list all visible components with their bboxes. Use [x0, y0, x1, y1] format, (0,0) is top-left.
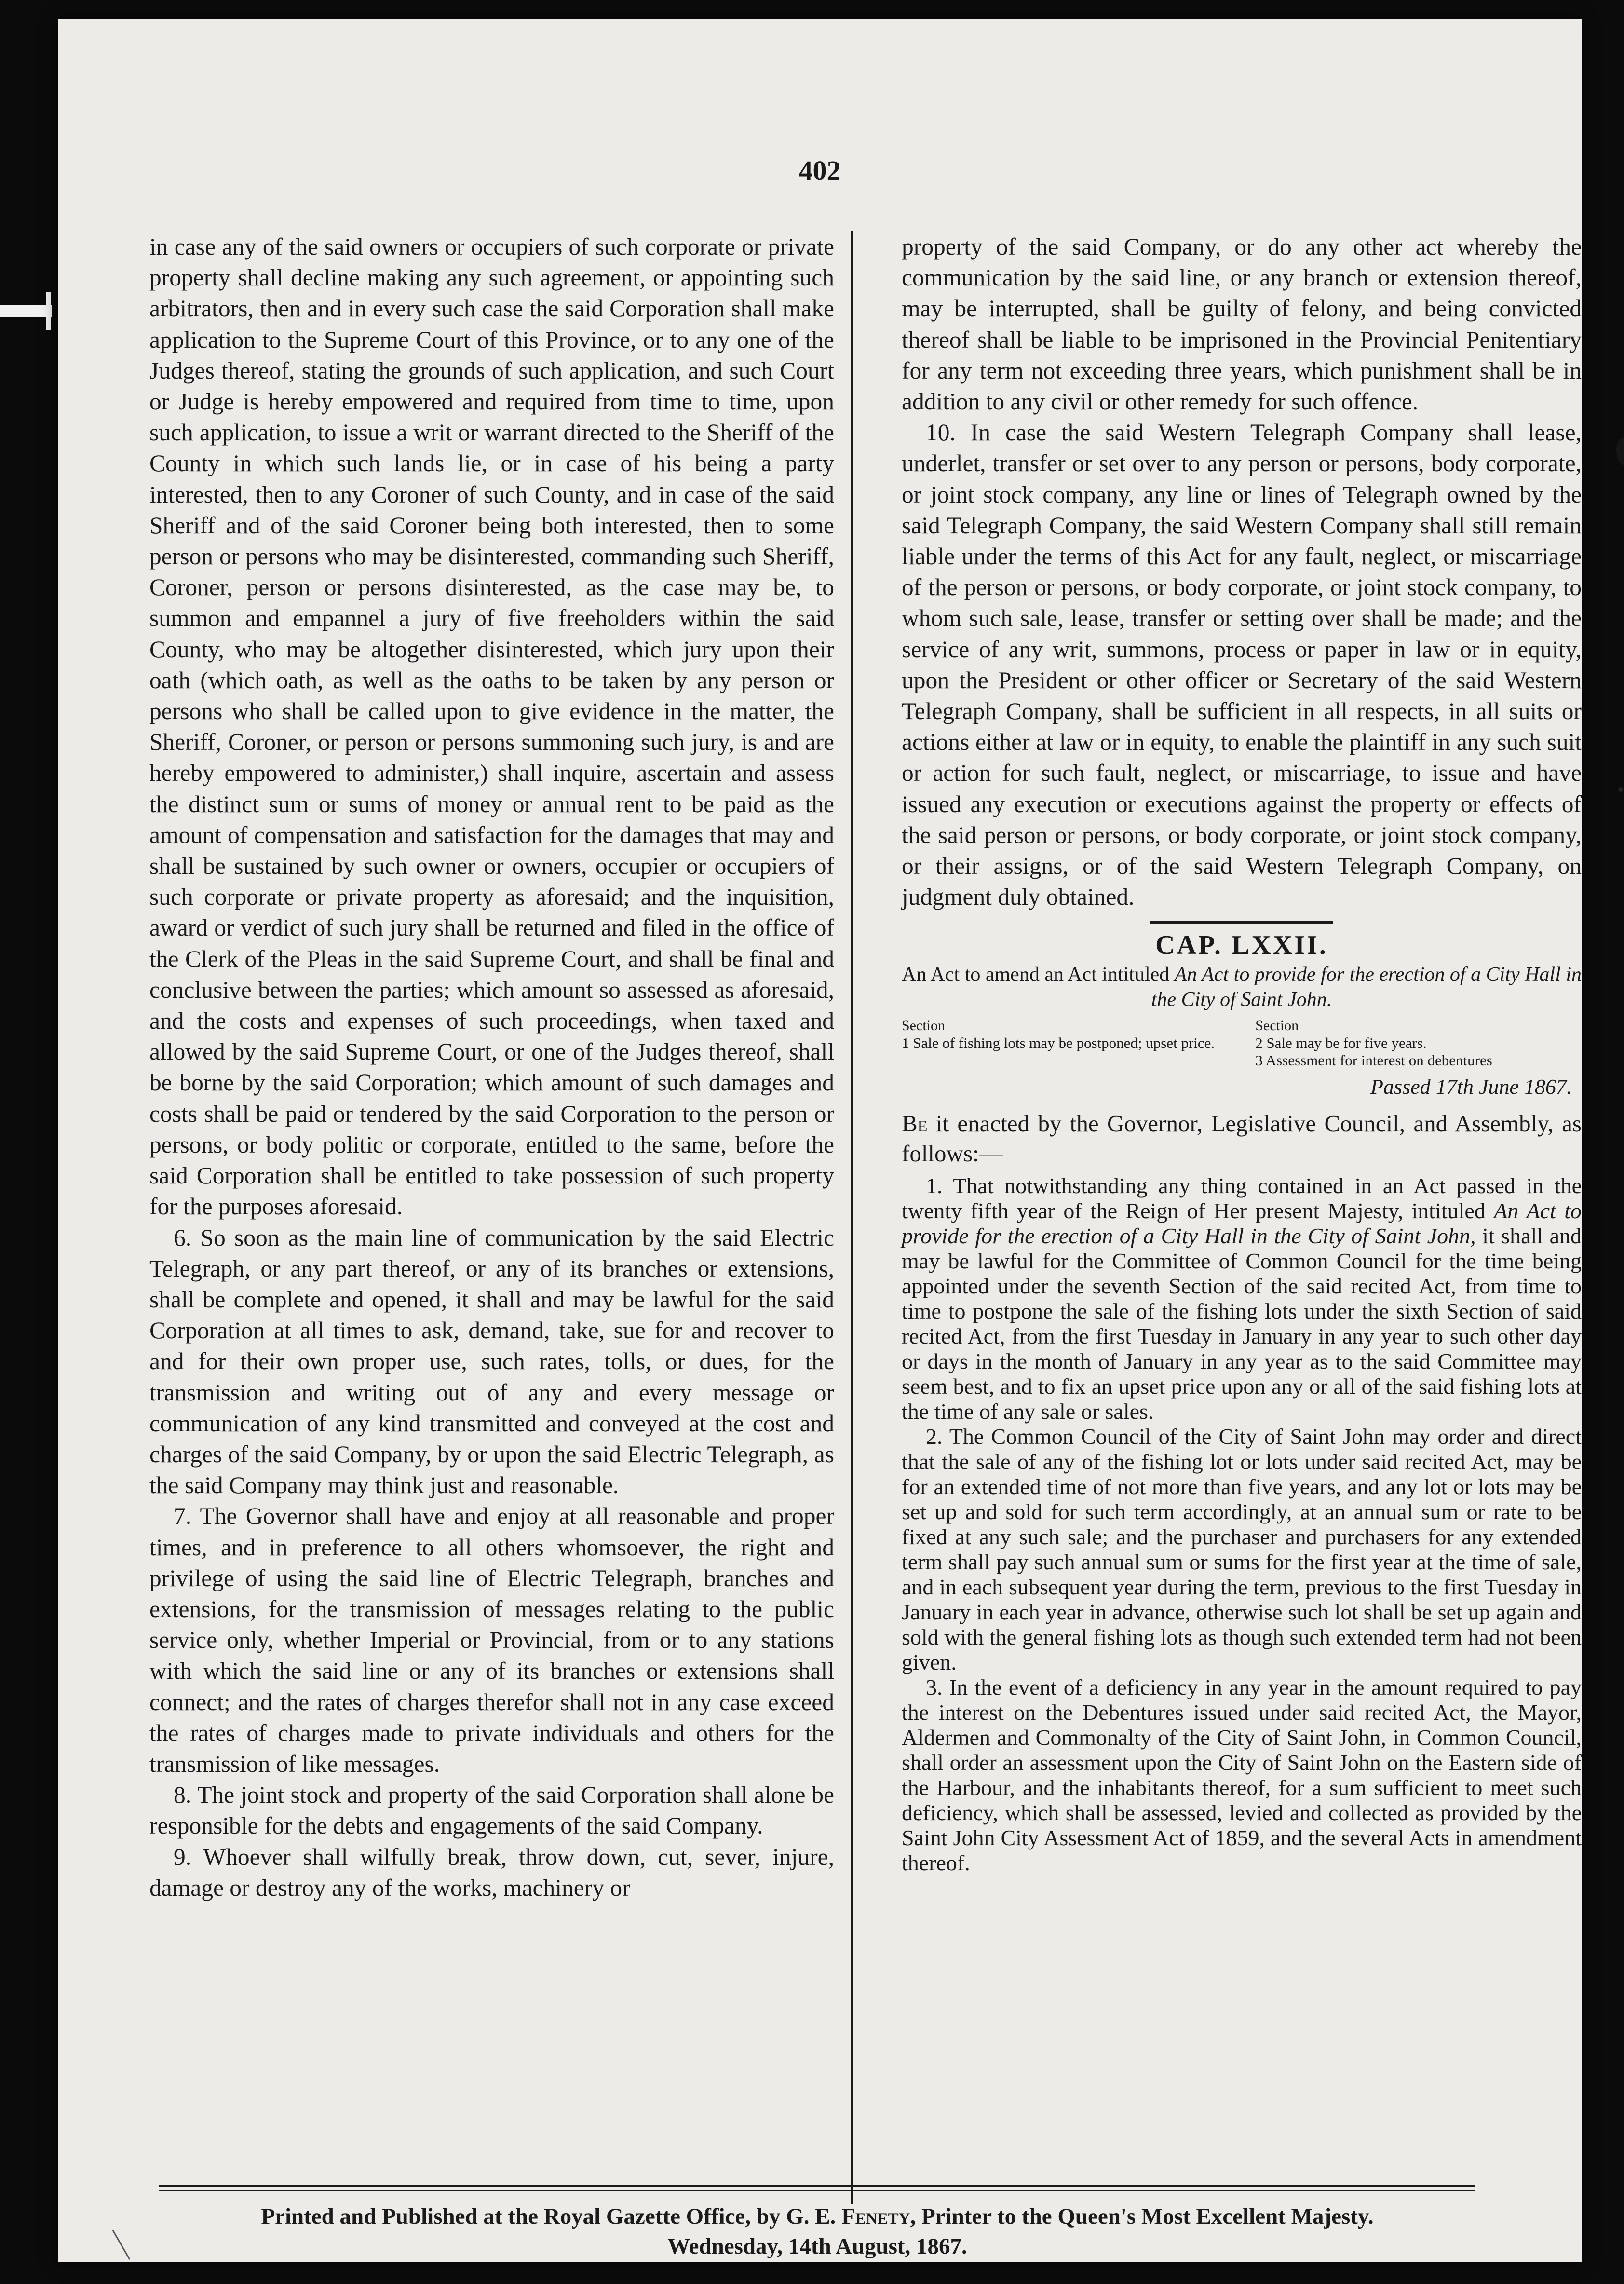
paragraph: in case any of the said owners or occupiers of such corporate or private property shall decline making any such agreement, or appointing such arbitrators, then and in every such case the said Corporation shall make application to the Supreme Court of this Province, or to any one of the Judges thereof, stating the grounds of such application, and such Court or Judge is hereby empowered and required from time to time, upon such application, to issue a writ or warrant directed to the Sheriff of the County in which such lands lie, or in case of his being a party interested, then to any Coroner of such County, and in case of the said Sheriff and of the said Coroner being both interested, then to some person or persons who may be disinterested, commanding such Sheriff, Coroner, person or persons disinterested, as the case may be, to summon and empannel a jury of five freeholders within the said County, who may be altogether disinterested, which jury upon their oath (which oath, as well as the oaths to be taken by any person or persons who shall be called upon to give evidence in the matter, the Sheriff, Coroner, or person or persons summoning such jury, is and are hereby empowered to administer,) shall inquire, ascertain and assess the distinct sum or sums of money or annual rent to be paid as the amount of compensation and satisfaction for the damages that may and shall be sustained by such owner or owners, occupier or occupiers of such corporate or private property as aforesaid; and the inquisition, award or verdict of such jury shall be returned and filed in the office of the Clerk of the Pleas in the said Supreme Court, and shall be final and conclusive between the parties; which amount so assessed as aforesaid, and the costs and expenses of such proceedings, when taxed and allowed by the said Supreme Court, or one of the Judges thereof, shall be borne by the said Corporation; which amount of such damages and costs shall be paid or tendered by the said Corporation to the person or persons, or body politic or corporate, entitled to the same, before the said Corporation shall be entitled to take possession of such property for the purposes aforesaid. — [149, 233, 834, 1220]
scan-edge-mark — [0, 305, 52, 317]
paragraph: 10. In case the said Western Telegraph Company shall lease, underlet, transfer or set over to any person or persons, body corporate, or joint stock company, any line or lines of Telegraph owned by the said Telegraph Company, the said Western Company shall still remain liable under the terms of this Act for any fault, neglect, or miscarriage of the person or persons, or body corporate, or joint stock company, to whom such sale, lease, transfer or setting over shall be made; and the service of any writ, summons, process or paper in law or in equity, upon the President or other officer or Secretary of the said Western Telegraph Company, shall be sufficient in all respects, in all suits or actions either at law or in equity, to enable the plaintiff in any such suit or action for such fault, neglect, or miscarriage, to issue and have issued any execution or executions against the property or effects of the said person or persons, or body corporate, or joint stock company, or their assigns, or of the said Western Telegraph Company, on judgment duly obtained. — [902, 419, 1582, 911]
passed-date-text: Passed 17th June 1867. — [1370, 1075, 1572, 1099]
document-page — [58, 19, 1582, 2262]
right-column — [902, 231, 1582, 1876]
paragraph: 8. The joint stock and property of the said Corporation shall alone be responsible for the debts and engagements of the said Company. — [149, 1781, 834, 1839]
imprint-date: Wednesday, 14th August, 1867. — [667, 2234, 967, 2259]
paragraph: property of the said Company, or do any other act whereby the communication by the said line, or any branch or extension thereof, may be interrupted, shall be guilty of felony, and being convicted thereof shall be liable to be imprisoned in the Provincial Penitentiary for any term not exceeding three years, which punishment shall be in addition to any civil or other remedy for such offence. — [902, 233, 1582, 415]
contents-header: Section — [902, 1018, 945, 1034]
column-divider — [851, 231, 853, 2204]
enacting-text: it enacted by the Governor, Legislative Council, and Assembly, as follows:— — [902, 1110, 1582, 1167]
chapter-heading: CAP. LXXII. — [1155, 930, 1328, 961]
paragraph: 9. Whoever shall wilfully break, throw down, cut, sever, injure, damage or destroy any of the works, machinery or — [149, 1843, 834, 1901]
section-1 — [902, 1173, 1582, 1424]
contents-header: Section — [1255, 1018, 1299, 1034]
footer-rule — [159, 2190, 1475, 2191]
section-1-text: it shall and may be lawful for the Committee of Common Council for the time being appointed under the seventh Section of the said recited Act, from time to time to postpone the sale of the fishing lots under the sixth Section of said recited Act, from the first Tuesday in January in any year to such other day or days in the month of January in any year as to the said Committee may seem best, and to fix an upset price upon any or all of the said fishing lots at the time of any sale or sales. — [902, 1224, 1582, 1424]
enacting-lead: Be — [902, 1110, 928, 1137]
imprint — [159, 2202, 1475, 2261]
paragraph: 7. The Governor shall have and enjoy at all reasonable and proper times, and in preference to all others whomsoever, the right and privilege of using the said line of Electric Telegraph, branches and extensions, for the transmission of messages relating to the public service only, whether Imperial or Provincial, from or to any stations with which the said line or any of its branches or extensions shall connect; and the rates of charges therefor shall not in any case exceed the rates of charges made to private individuals and others for the transmission of like messages. — [149, 1503, 834, 1777]
left-column — [149, 231, 834, 1903]
section-contents — [902, 1017, 1582, 1069]
passed-date — [902, 1073, 1572, 1101]
imprint-text: Printed and Published at the Royal Gazette Office, by G. E. — [261, 2204, 836, 2229]
scan-edge-mark — [46, 292, 51, 330]
contents-item: 1 Sale of fishing lots may be postponed; upset price. — [902, 1034, 1215, 1052]
act-title-italic: An Act to provide for the erection of a City Hall in the City of Saint John. — [1151, 964, 1582, 1011]
section-3: 3. In the event of a deficiency in any year in the amount required to pay the interest on the Debentures issued under said recited Act, the Mayor, Aldermen and Commonalty of the City of Saint John, in Common Council, shall order an assessment upon the City of Saint John on the Eastern side of the Harbour, and the inhabitants thereof, for a sum sufficient to meet such deficiency, which shall be assessed, levied and collected as provided by the Saint John City Assessment Act of 1859, and the several Acts in amendment thereof. — [902, 1675, 1582, 1876]
section-1-text: 1. That notwithstanding any thing contained in an Act passed in the twenty fifth year of the Reign of Her present Majesty, intituled — [902, 1173, 1582, 1224]
ink-dot — [1618, 787, 1623, 792]
act-title-prefix: An Act to amend an Act intituled — [902, 964, 1170, 986]
ink-blot — [1616, 438, 1624, 467]
contents-right — [1255, 1017, 1582, 1069]
imprint-text: Printer to the Queen's Most Excellent Majesty. — [921, 2204, 1374, 2229]
contents-item: 2 Sale may be for five years. — [1255, 1034, 1427, 1052]
section-1-italic: An Act to provide for the erection of a City Hall in the City of Saint John, — [902, 1198, 1582, 1249]
act-title — [902, 962, 1582, 1012]
printer-name: Fenety, — [841, 2204, 916, 2229]
contents-left — [902, 1017, 1255, 1069]
section-2: 2. The Common Council of the City of Saint John may order and direct that the sale of any of the fishing lot or lots under said recited Act, may be for an extended time of not more than five years, and any lot or lots may be set up and sold for such term accordingly, at an annual sum or rate to be fixed at any such sale; and the purchaser and purchasers for any extended term shall pay such annual sum or sums for the first year at the time of sale, and in each subsequent year during the term, previous to the first Tuesday in January in each year in advance, otherwise such lot shall be set up again and sold with the general fishing lots as though such extended term had not been given. — [902, 1424, 1582, 1675]
contents-item: 3 Assessment for interest on debentures — [1255, 1052, 1492, 1069]
chapter-rule — [1150, 921, 1333, 924]
paragraph: 6. So soon as the main line of communication by the said Electric Telegraph, or any part thereof, or any of its branches or extensions, shall be complete and opened, it shall and may be lawful for the said Corporation at all times to ask, demand, take, sue for and recover to and for their own proper use, such rates, tolls, or dues, for the transmission and writing out of any and every message or communication of any kind transmitted and conveyed at the cost and charges of the said Company, by or upon the said Electric Telegraph, as the said Company may think just and reasonable. — [149, 1224, 834, 1499]
footer-rule — [159, 2185, 1475, 2187]
page-number: 402 — [798, 155, 841, 186]
act-sections — [902, 1173, 1582, 1876]
enacting-clause — [902, 1109, 1582, 1169]
imprint-line-1 — [159, 2202, 1475, 2231]
